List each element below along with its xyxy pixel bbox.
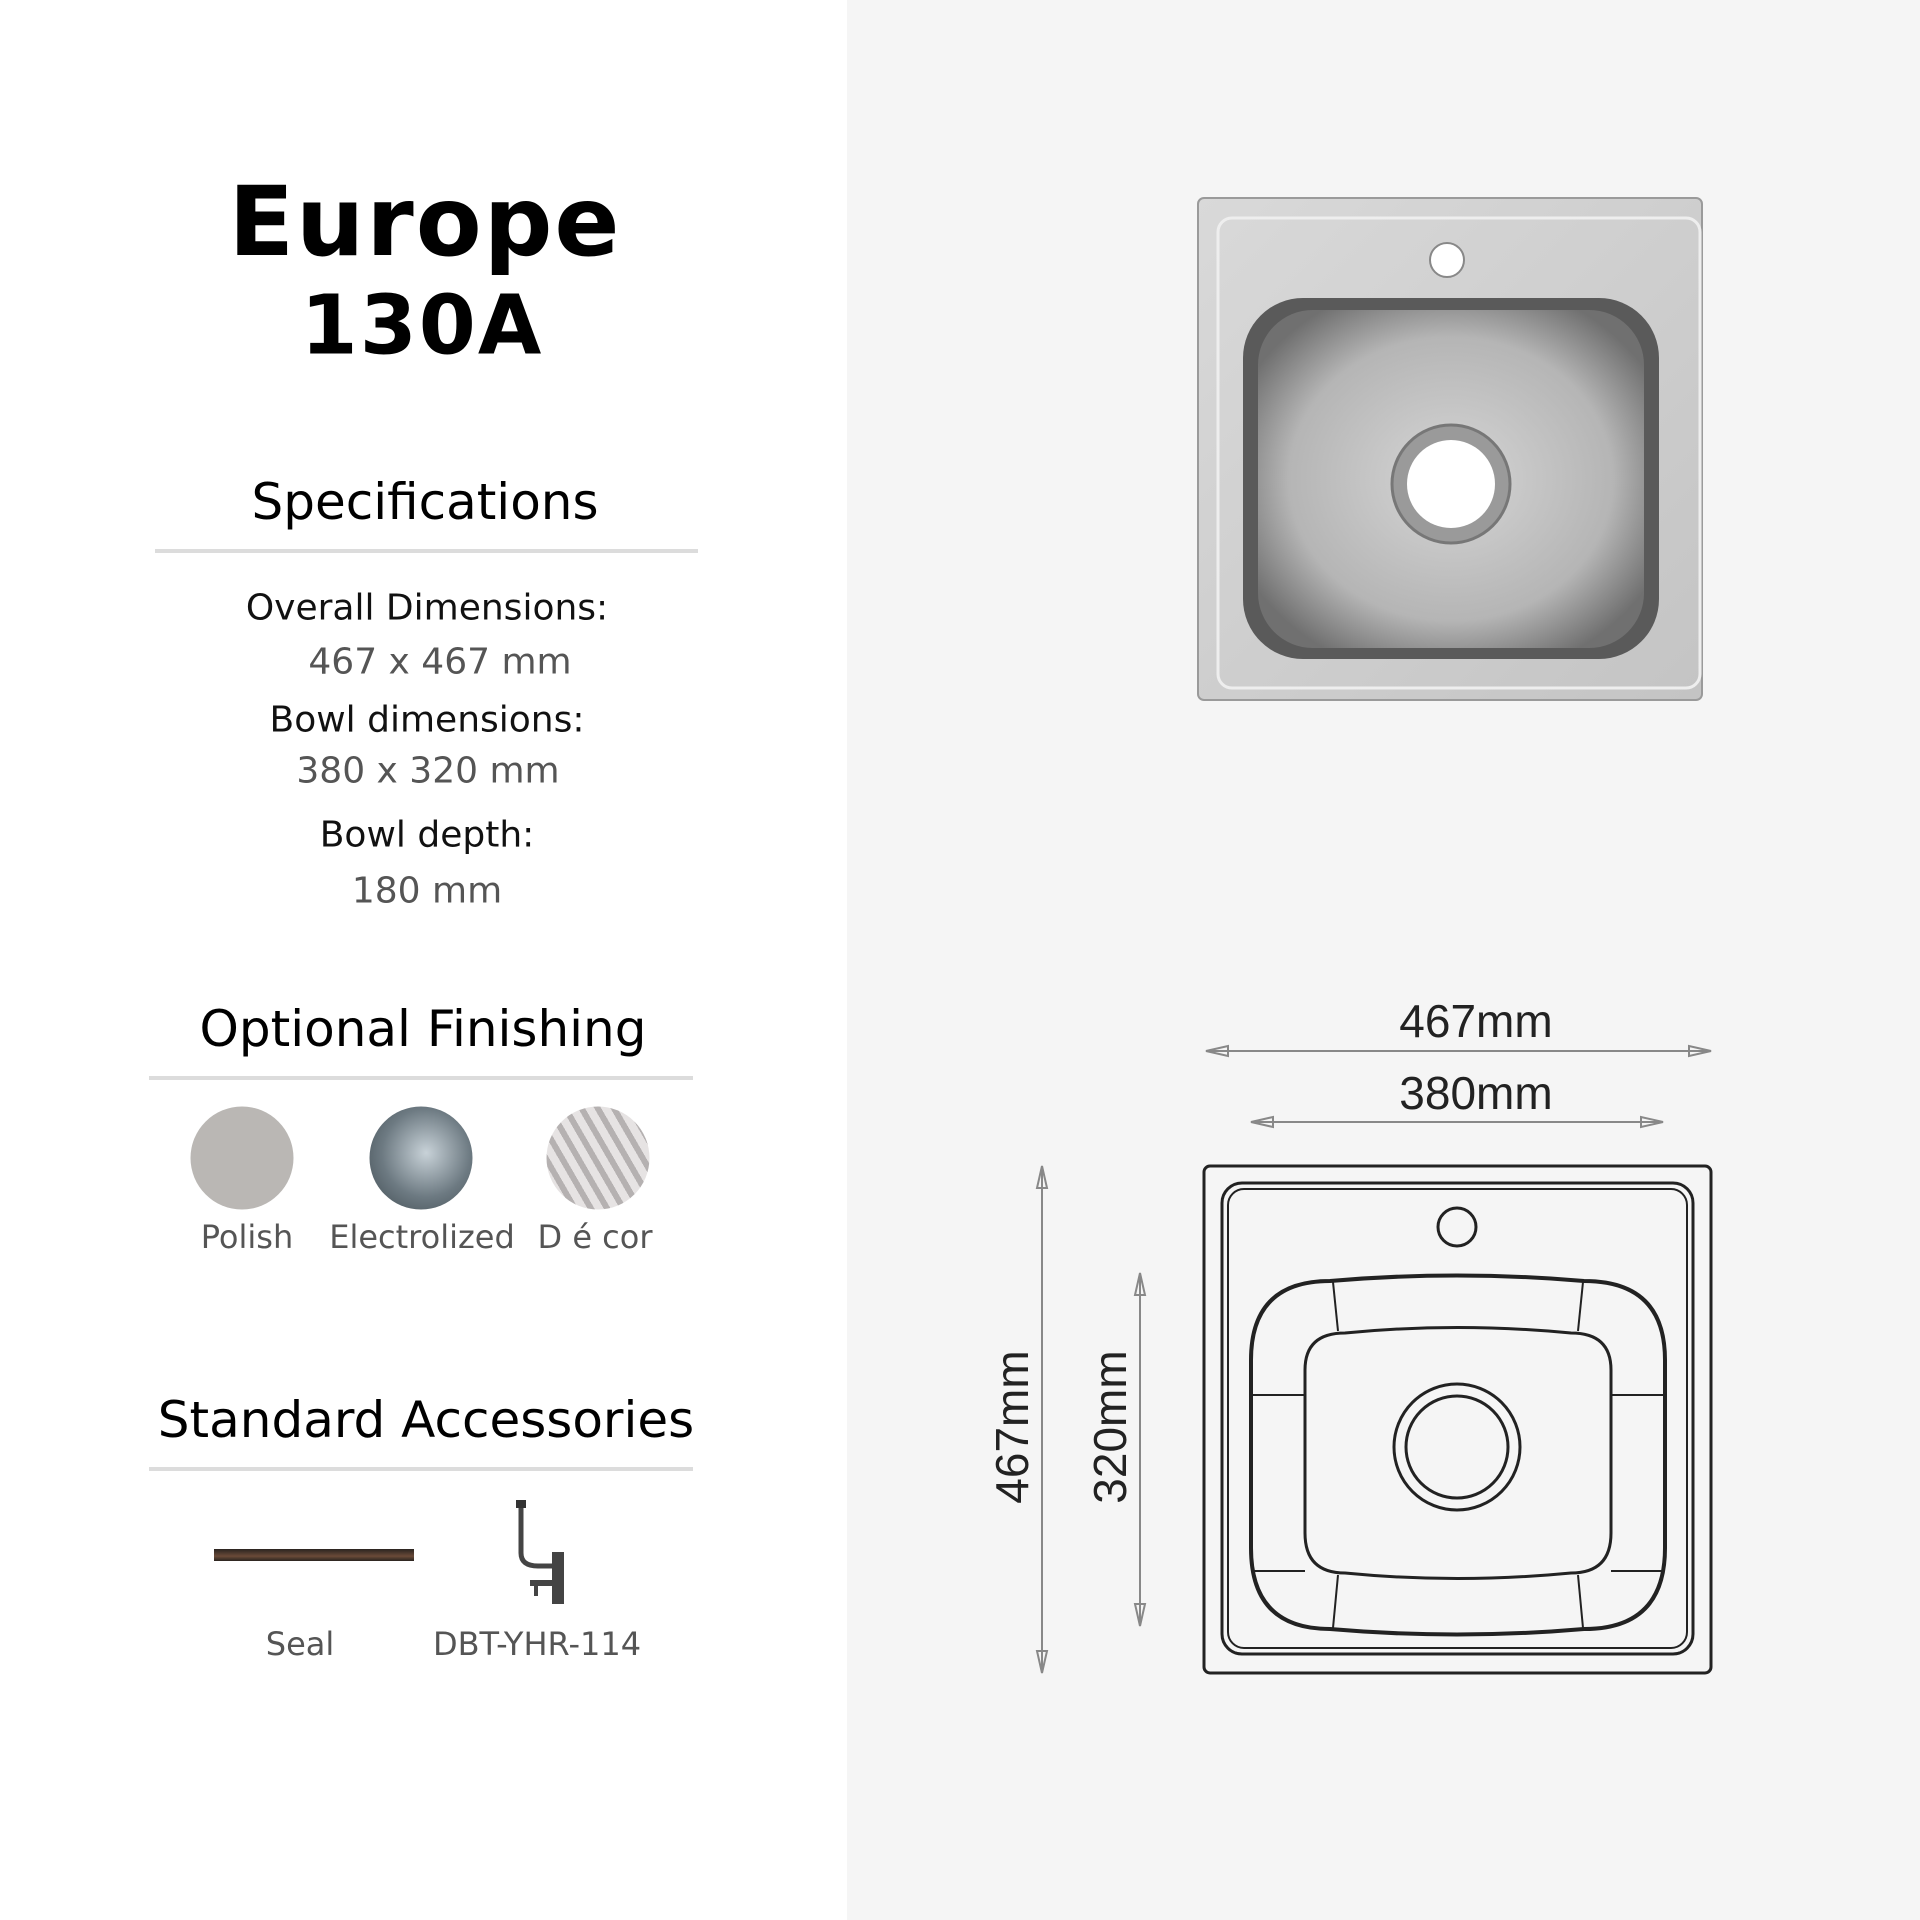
spec-label: Bowl dimensions: — [269, 699, 585, 741]
spec-value: 180 mm — [351, 870, 503, 912]
specifications-heading: Specifications — [251, 473, 599, 531]
product-model: 130A — [300, 278, 544, 374]
spec-value: 380 x 320 mm — [296, 750, 560, 792]
accessory-label: Seal — [265, 1625, 335, 1663]
overall-width-label: 467mm — [1399, 995, 1553, 1047]
finishing-heading: Optional Finishing — [199, 1000, 647, 1058]
accessories-heading: Standard Accessories — [157, 1391, 695, 1449]
spec-label: Bowl depth: — [319, 814, 535, 856]
sink-photo — [1198, 198, 1702, 700]
product-name: Europe — [228, 166, 622, 278]
finish-label: Electrolized — [329, 1218, 515, 1256]
sink-technical-drawing — [1204, 1166, 1711, 1673]
finish-label: Polish — [200, 1218, 294, 1256]
spec-value: 467 x 467 mm — [308, 641, 572, 683]
accessory-label: DBT-YHR-114 — [432, 1625, 642, 1663]
bowl-length-label: 320mm — [1084, 1350, 1136, 1504]
overall-length-label: 467mm — [986, 1350, 1038, 1504]
spec-label: Overall Dimensions: — [245, 587, 609, 629]
bowl-width-label: 380mm — [1399, 1067, 1553, 1119]
finish-label: D é cor — [537, 1218, 653, 1256]
